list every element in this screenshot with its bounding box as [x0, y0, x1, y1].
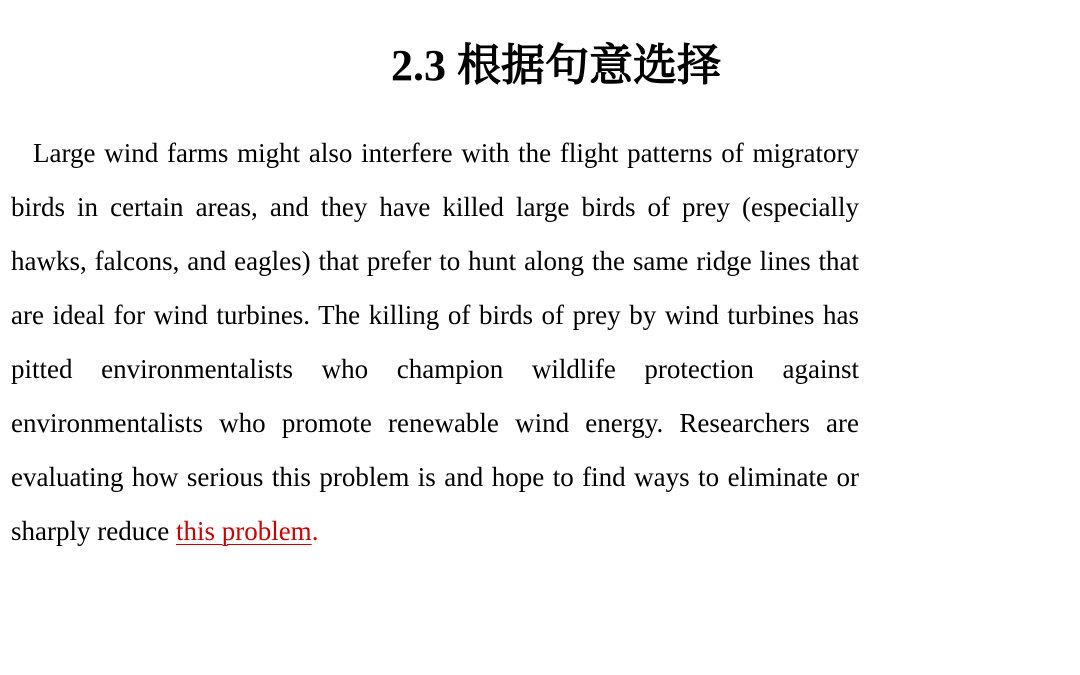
trailing-period: . [311, 516, 319, 546]
slide-title: 2.3 根据句意选择 [391, 41, 721, 90]
passage-paragraph [11, 126, 859, 558]
highlighted-phrase: this problem [175, 516, 312, 546]
passage-text: Large wind farms might also interfere with the flight patterns of migratory birds in certain areas, and they have killed large birds of prey (especially hawks, falcons, and eagles) that prefer to hunt along the same ridge lines that are ideal for wind turbines. The killing of birds of prey by wind turbines has pitted environmentalists who champion wildlife protection against environmentalists who promote renewable wind energy. Researchers are evaluating how serious this problem is and hope to find ways to eliminate or sharply reduce [11, 138, 859, 546]
